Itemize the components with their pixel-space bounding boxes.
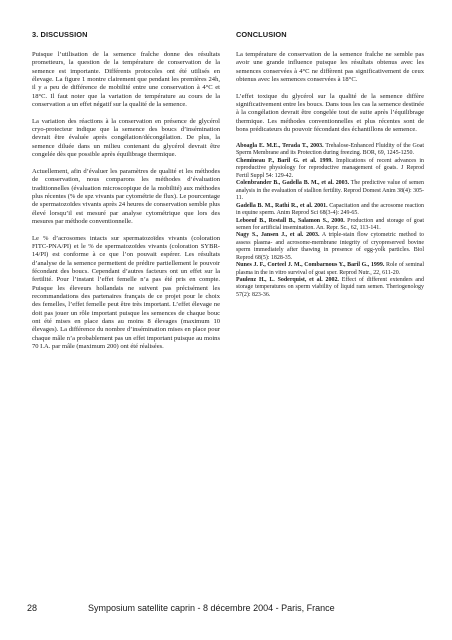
reference-list [236, 143, 424, 299]
discussion-heading: 3. DISCUSSION [32, 30, 88, 39]
reference-text: Role of seminal plasma in the in vitro survival of goat sper. Reprod Nutr., 22, 611-20. [236, 262, 424, 276]
reference-text: Production and storage of goat semen for artificial insemination. An. Repr. Sc., 62, 113-141. [236, 217, 424, 231]
reference-authors: Nagy S., Jansen J., et al. 2003. [236, 232, 320, 239]
discussion-paragraph: Puisque l’utilisation de la semence fraîche donne des résultats prometteurs, la question de la température de conservation de la semence est importante. Différents protocoles ont été utilisés en élevage. La figure 1 montre clairement que pendant les premières 24h, il y a peu de différence de mobilité entre une conservation à 4°C et 18°C. Il faut noter que la variation de température au cours de la conservation a un effet négatif sur la qualité de la semence. [32, 51, 220, 109]
reference-text: A triple-stain flow cytometric method to assess plasma- and acrosome-membrane integrity of cryopreserved bovine sperm immediately after thawing in presence of egg-yolk particles. Biol Reprod 68(5): 1828-35. [236, 232, 424, 261]
reference-item [236, 203, 424, 218]
reference-item [236, 218, 424, 233]
reference-item [236, 158, 424, 180]
reference-item [236, 232, 424, 261]
reference-text: The predictive value of semen analysis in the evaluation of stallion fertility. Reprod Domest Anim 38(4): 305-11. [236, 180, 424, 201]
reference-authors: Colenbrander B., Gadella B. M., et al. 2003. [236, 180, 350, 187]
reference-authors: Aboagla E. M.E., Terada T., 2003. [236, 142, 324, 149]
reference-item [236, 180, 424, 202]
conclusion-heading: CONCLUSION [236, 30, 287, 39]
left-column [32, 30, 220, 360]
reference-text: Trehalose-Enhanced Fluidity of the Goat Sperm Membrane and its Protection during freezing. BOR, 69, 1245-1250. [236, 142, 425, 157]
reference-authors: Chemineau P., Baril G. et al. 1999. [236, 157, 333, 164]
discussion-paragraph: La variation des réactions à la conservation en présence de glycérol cryo-protecteur indique que la semence des boucs d’insémination devrait être évaluée après congélation/décongélation. De plus, la semence diluée dans un milieu contenant du glycérol devrait être congelée dès que possible après équilibrage thermique. [32, 117, 220, 159]
page-footer [0, 600, 452, 620]
conclusion-paragraph: L’effet toxique du glycérol sur la qualité de la semence diffère significativement entre les boucs. Dans tous les cas la semence destinée à la congélation devrait être congelée tout de suite après l’équilibrage thermique. Les méthodes conventionnelles et plus récentes sont de bons prédicateurs du pouvoir fécondant des échantillons de semence. [236, 92, 424, 134]
reference-authors: Nunes J. F., Corteel J. M., Combarnous Y., Baril G., 1999. [236, 262, 385, 269]
right-column [236, 30, 424, 299]
reference-text: Implications of recent advances in reproductive physiology for reproductive management of goats. J Reprod Fertil Suppl 54: 129-42. [236, 157, 424, 179]
reference-text: Effect of different extenders and storage temperatures on sperm viability of liquid ram semen. Theriogenology 57(2): 823-36. [236, 277, 424, 298]
footer-caption: Symposium satellite caprin - 8 décembre 2004 - Paris, France [88, 603, 335, 613]
reference-item [236, 262, 424, 277]
discussion-paragraph: Actuellement, afin d’évaluer les paramètres de qualité et les méthodes de conservation, nous comparons les méthodes d’évaluation traditionnelles (évaluation microscopique de la mobilité) aux méthodes plus récentes (% de spz vivants par cytométrie de flux). Le pourcentage de spermatozoïdes vivants après 24 heures de conservation semble plus élevé lorsqu’il est mesuré par analyse cytométrique que lors des mesures par méthode conventionnelle. [32, 167, 220, 225]
reference-item [236, 277, 424, 299]
page-number: 28 [27, 603, 38, 613]
discussion-paragraph: Le % d’acrosomes intacts sur spermatozoïdes vivants (coloration FITC-PNA/PI) et le % de spermatozoïdes vivants (coloration SYBR-14/PI) est conforme à ce que l’on pouvait espérer. Les résultats d’analyse de la semence permettent de prédire partiellement le pouvoir fécondant des boucs. Cependant d’autres facteurs ont un effet sur la fertilité. Pour l’instant l’effet femelle n’a pas été pris en compte. Puisque les éleveurs hollandais ne suivent pas précisément les recommandations des partenaires français de ce projet pour le choix des femelles, l’effet femelle peut être très important. L’effet élevage ne doit pas jouer un rôle important puisque les semences de chaque bouc ont été mises en place dans au moins 8 élevages (maximum 10 élevages). La différence du nombre d’insémination mises en place pour chaque mâle n’a probablement pas un effet important puisque au moins 70 I.A. par mâle (maximum 200) ont été réalisées. [32, 234, 220, 351]
reference-text: Capacitation and the acrosome reaction in equine sperm. Anim Reprod Sci 68(3-4): 249-65. [236, 202, 425, 216]
reference-item [236, 143, 424, 158]
reference-authors: Paulenz H., L. Soderquist, et al. 2002. [236, 277, 339, 284]
reference-authors: Gadella B. M., Rathi R., et al. 2001. [236, 202, 328, 209]
reference-authors: Leboeuf B., Restall B., Salamon S., 2000. [236, 217, 345, 224]
conclusion-paragraph: La température de conservation de la semence fraîche ne semble pas avoir une grande influence puisque les résultats obtenus avec les semences conservées à 4°C ne diffèrent pas significativement de ceux obtenus avec les semences conservées à 18°C. [236, 51, 424, 84]
